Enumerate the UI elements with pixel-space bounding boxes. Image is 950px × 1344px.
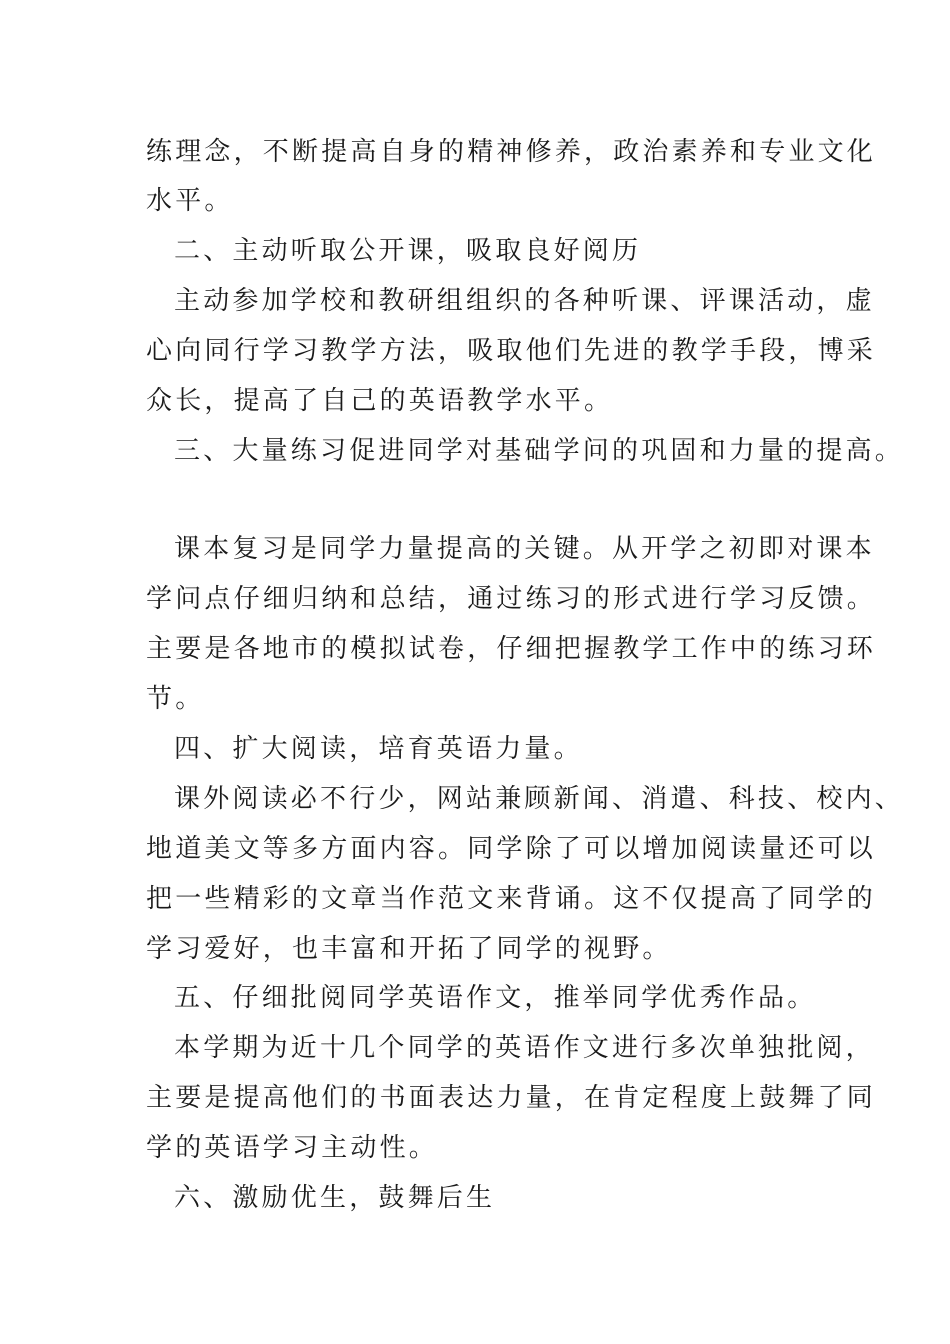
body-text-line: 节。	[146, 684, 205, 714]
section-heading-3: 三、大量练习促进同学对基础学问的巩固和力量的提高。	[174, 436, 905, 466]
body-text-line: 学问点仔细归纳和总结，通过练习的形式进行学习反馈。	[146, 584, 877, 614]
body-text-line: 把一些精彩的文章当作范文来背诵。这不仅提高了同学的	[146, 884, 877, 914]
section-heading-2: 二、主动听取公开课，吸取良好阅历	[174, 236, 642, 266]
section-heading-6: 六、激励优生，鼓舞后生	[174, 1183, 496, 1213]
section-heading-5: 五、仔细批阅同学英语作文，推举同学优秀作品。	[174, 983, 817, 1013]
body-text-line: 地道美文等多方面内容。同学除了可以增加阅读量还可以	[146, 834, 877, 864]
body-text-line: 主要是提高他们的书面表达力量，在肯定程度上鼓舞了同	[146, 1083, 877, 1113]
body-text-line: 众长，提高了自己的英语教学水平。	[146, 386, 614, 416]
body-text-line: 心向同行学习教学方法，吸取他们先进的教学手段，博采	[146, 336, 877, 366]
body-text-line: 本学期为近十几个同学的英语作文进行多次单独批阅，	[174, 1033, 875, 1063]
body-text-line: 学习爱好，也丰富和开拓了同学的视野。	[146, 934, 672, 964]
body-text-line: 主动参加学校和教研组组织的各种听课、评课活动，虚	[174, 286, 875, 316]
body-text-line: 课本复习是同学力量提高的关键。从开学之初即对课本	[174, 534, 875, 564]
body-text-line: 水平。	[146, 186, 234, 216]
body-text-line: 练理念，不断提高自身的精神修养，政治素养和专业文化	[146, 137, 877, 167]
body-text-line: 主要是各地市的模拟试卷，仔细把握教学工作中的练习环	[146, 634, 877, 664]
section-heading-4: 四、扩大阅读，培育英语力量。	[174, 734, 583, 764]
body-text-line: 课外阅读必不行少，网站兼顾新闻、消遣、科技、校内、	[174, 784, 905, 814]
body-text-line: 学的英语学习主动性。	[146, 1133, 439, 1163]
